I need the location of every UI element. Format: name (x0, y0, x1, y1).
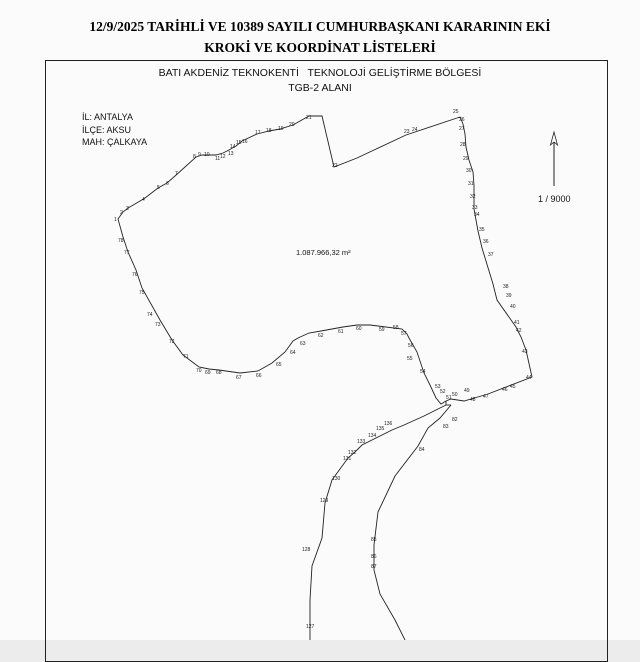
point-label: 25 (453, 109, 459, 115)
strip-left-edge (310, 405, 446, 640)
strip-right-edge (374, 405, 451, 640)
point-label: 16 (242, 139, 248, 145)
point-label: 72 (169, 339, 175, 345)
point-label: 4 (142, 197, 145, 203)
point-label: 132 (348, 450, 357, 456)
point-label: 75 (139, 290, 145, 296)
point-label: 47 (483, 394, 489, 400)
point-label: 66 (256, 373, 262, 379)
point-label: 65 (276, 362, 282, 368)
point-label: 44 (526, 375, 532, 381)
point-label: 18 (266, 128, 272, 134)
point-label: 85 (371, 537, 377, 543)
point-label: 14 (230, 144, 236, 150)
point-label: 20 (289, 122, 295, 128)
point-label: 13 (228, 151, 234, 157)
point-label: 45 (510, 384, 516, 390)
point-label: 73 (155, 322, 161, 328)
point-label: 3 (126, 206, 129, 212)
point-label: 136 (384, 421, 393, 427)
point-label: 134 (368, 433, 377, 439)
point-label: 2 (120, 210, 123, 216)
point-label: 57 (401, 331, 407, 337)
point-label: 52 (440, 389, 446, 395)
point-label: 22 (332, 163, 338, 169)
point-label: 76 (132, 272, 138, 278)
point-label: 62 (318, 333, 324, 339)
point-label: 41 (514, 320, 520, 326)
point-label: 74 (147, 312, 153, 318)
point-label: 15 (236, 140, 242, 146)
point-label: 5 (157, 185, 160, 191)
scale-label: 1 / 9000 (538, 194, 571, 204)
point-label: 135 (376, 426, 385, 432)
point-label: 67 (236, 375, 242, 381)
point-label: 70 (196, 368, 202, 374)
point-label: 37 (488, 252, 494, 258)
point-label: 58 (393, 325, 399, 331)
point-label: 8 (193, 154, 196, 160)
neighborhood-label: MAH: ÇALKAYA (82, 137, 148, 147)
point-label: 84 (419, 447, 425, 453)
point-label: 19 (278, 126, 284, 132)
point-label: 133 (357, 439, 366, 445)
point-label: 68 (216, 370, 222, 376)
point-label: 27 (459, 126, 465, 132)
area-value: 1.087.966,32 m² (296, 248, 351, 257)
point-label: 130 (332, 476, 341, 482)
point-label: 28 (460, 142, 466, 148)
point-label: 51 (446, 395, 452, 401)
point-label: 59 (379, 327, 385, 333)
point-label: 31 (468, 181, 474, 187)
region-name: BATI AKDENİZ TEKNOKENTİ TEKNOLOJİ GELİŞTİRME BÖLGESİ (158, 67, 482, 79)
point-label: 54 (420, 369, 426, 375)
point-label: 6 (166, 181, 169, 187)
point-label: 61 (338, 329, 344, 335)
point-label: 35 (479, 227, 485, 233)
point-label: 29 (463, 156, 469, 162)
point-label: 33 (472, 205, 478, 211)
point-label: 23 (404, 129, 410, 135)
point-label: 34 (474, 212, 480, 218)
point-label: 39 (506, 293, 512, 299)
point-label: 12 (220, 154, 226, 160)
point-label: 24 (412, 127, 418, 133)
point-label: 60 (356, 326, 362, 332)
point-label: 77 (124, 250, 130, 256)
point-label: 9 (198, 152, 201, 158)
point-label: 56 (408, 343, 414, 349)
point-label: 21 (306, 115, 312, 121)
point-label: 86 (371, 554, 377, 560)
point-labels (114, 109, 532, 630)
point-label: 42 (516, 328, 522, 334)
point-label: 1 (114, 217, 117, 223)
parcel-boundary (118, 116, 532, 404)
point-label: 40 (510, 304, 516, 310)
point-label: 32 (470, 194, 476, 200)
point-label: 10 (204, 152, 210, 158)
point-label: 50 (452, 392, 458, 398)
point-label: 128 (302, 547, 311, 553)
point-label: 17 (255, 130, 261, 136)
point-label: 87 (371, 564, 377, 570)
point-label: 46 (502, 387, 508, 393)
point-label: 83 (443, 424, 449, 430)
point-label: 63 (300, 341, 306, 347)
point-label: 26 (459, 117, 465, 123)
area-name: TGB-2 ALANI (288, 82, 352, 94)
point-label: 78 (118, 238, 124, 244)
point-label: 30 (466, 168, 472, 174)
point-label: 55 (407, 356, 413, 362)
point-label: 127 (306, 624, 315, 630)
point-label: 82 (452, 417, 458, 423)
point-label: 49 (464, 388, 470, 394)
point-label: 129 (320, 498, 329, 504)
point-label: 48 (470, 397, 476, 403)
title-line-2: KROKİ VE KOORDİNAT LİSTELERİ (204, 40, 436, 55)
point-label: 38 (503, 284, 509, 290)
point-label: 11 (215, 156, 221, 162)
point-label: 7 (175, 171, 178, 177)
province-label: İL: ANTALYA (82, 112, 134, 122)
north-arrow-icon (551, 132, 558, 186)
title-line-1: 12/9/2025 TARİHLİ VE 10389 SAYILI CUMHURBAŞKANI KARARININ EKİ (89, 19, 551, 34)
point-label: 64 (290, 350, 296, 356)
point-label: 69 (205, 370, 211, 376)
point-label: 43 (522, 349, 528, 355)
district-label: İLÇE: AKSU (82, 124, 132, 135)
point-label: 131 (343, 456, 352, 462)
point-label: 71 (183, 354, 189, 360)
point-label: 53 (435, 384, 441, 390)
point-label: 36 (483, 239, 489, 245)
